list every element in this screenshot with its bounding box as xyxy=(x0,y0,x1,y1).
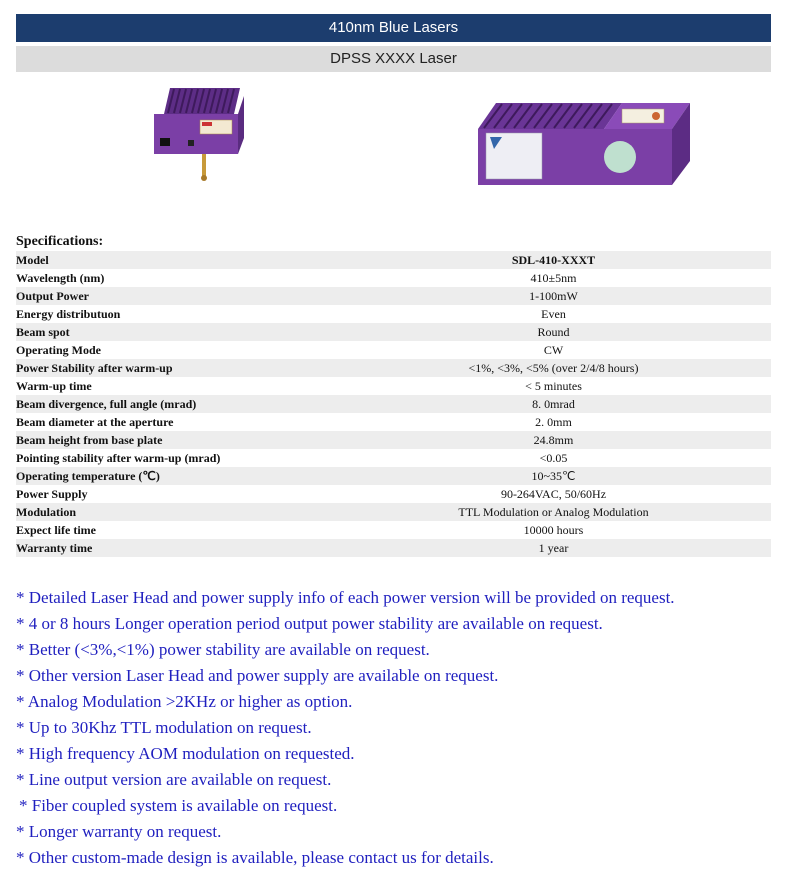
heatsink-fins xyxy=(478,103,622,129)
spec-label: Power Stability after warm-up xyxy=(16,359,336,377)
spec-label: Output Power xyxy=(16,287,336,305)
spec-value: Round xyxy=(336,323,771,341)
heatsink-fins xyxy=(164,88,240,114)
spec-value: TTL Modulation or Analog Modulation xyxy=(336,503,771,521)
spec-label: Model xyxy=(16,251,336,269)
spec-value: 10000 hours xyxy=(523,522,584,537)
spec-label: Wavelength (nm) xyxy=(16,270,105,285)
spec-value: < 5 minutes xyxy=(525,378,582,393)
spec-value: <1%, <3%, <5% (over 2/4/8 hours) xyxy=(336,359,771,377)
note-item: * Line output version are available on request. xyxy=(16,770,332,789)
spec-label: Operating temperature (℃) xyxy=(16,467,336,485)
spec-value: <0.05 xyxy=(539,450,568,465)
page-title: 410nm Blue Lasers xyxy=(16,14,771,42)
spec-row xyxy=(16,305,771,323)
spec-value: SDL-410-XXXT xyxy=(336,251,771,269)
laser-power-supply-photo xyxy=(148,84,248,194)
note-item: * Analog Modulation >2KHz or higher as option. xyxy=(16,692,353,711)
spec-value: 24.8mm xyxy=(336,431,771,449)
spec-value: 2. 0mm xyxy=(535,414,572,429)
spec-row xyxy=(16,287,771,305)
spec-row xyxy=(16,467,771,485)
spec-label: Operating Mode xyxy=(16,342,101,357)
spec-label: Warranty time xyxy=(16,539,336,557)
spec-row xyxy=(16,485,771,503)
note-item: * Other custom-made design is available, please contact us for details. xyxy=(16,848,494,867)
product-subtitle: DPSS XXXX Laser xyxy=(16,46,771,72)
spec-row xyxy=(16,449,771,467)
spec-row xyxy=(16,395,771,413)
note-item: * Other version Laser Head and power supply are available on request. xyxy=(16,666,499,685)
spec-value: CW xyxy=(543,342,564,357)
spec-label: Expect life time xyxy=(16,522,96,537)
spec-row xyxy=(16,413,771,431)
spec-label: Beam spot xyxy=(16,323,336,341)
note-item: * Longer warranty on request. xyxy=(16,822,222,841)
spec-row xyxy=(16,269,771,287)
note-item: * Detailed Laser Head and power supply info of each power version will be provided on request. xyxy=(16,588,675,607)
note-item: * 4 or 8 hours Longer operation period output power stability are available on request. xyxy=(16,614,603,633)
spec-value: 1 year xyxy=(336,539,771,557)
laser-head-photo xyxy=(472,97,694,191)
spec-label: Beam height from base plate xyxy=(16,431,336,449)
spec-label: Modulation xyxy=(16,503,336,521)
spec-label: Pointing stability after warm-up (mrad) xyxy=(16,450,221,465)
note-item: * High frequency AOM modulation on requested. xyxy=(16,744,355,763)
spec-value: 90-264VAC, 50/60Hz xyxy=(500,486,607,501)
spec-label: Beam diameter at the aperture xyxy=(16,414,174,429)
note-item: * Better (<3%,<1%) power stability are available on request. xyxy=(16,640,430,659)
specifications-heading: Specifications: xyxy=(16,234,104,249)
spec-row xyxy=(16,503,771,521)
spec-row xyxy=(16,521,771,539)
spec-row xyxy=(16,539,771,557)
spec-label: Warm-up time xyxy=(16,378,92,393)
specifications-table xyxy=(16,251,771,557)
spec-row xyxy=(16,359,771,377)
spec-value: 410±5nm xyxy=(530,270,577,285)
spec-label: Energy distributuon xyxy=(16,306,121,321)
spec-row xyxy=(16,323,771,341)
spec-value: 8. 0mrad xyxy=(336,395,771,413)
spec-label: Beam divergence, full angle (mrad) xyxy=(16,395,336,413)
spec-row xyxy=(16,251,771,269)
notes-list xyxy=(16,585,776,871)
spec-row xyxy=(16,341,771,359)
spec-value: Even xyxy=(541,306,566,321)
note-item: * Fiber coupled system is available on request. xyxy=(19,796,338,815)
spec-row xyxy=(16,377,771,395)
note-item: * Up to 30Khz TTL modulation on request. xyxy=(16,718,312,737)
spec-value: 10~35℃ xyxy=(336,467,771,485)
spec-row xyxy=(16,431,771,449)
spec-label: Power Supply xyxy=(16,486,88,501)
spec-value: 1-100mW xyxy=(336,287,771,305)
